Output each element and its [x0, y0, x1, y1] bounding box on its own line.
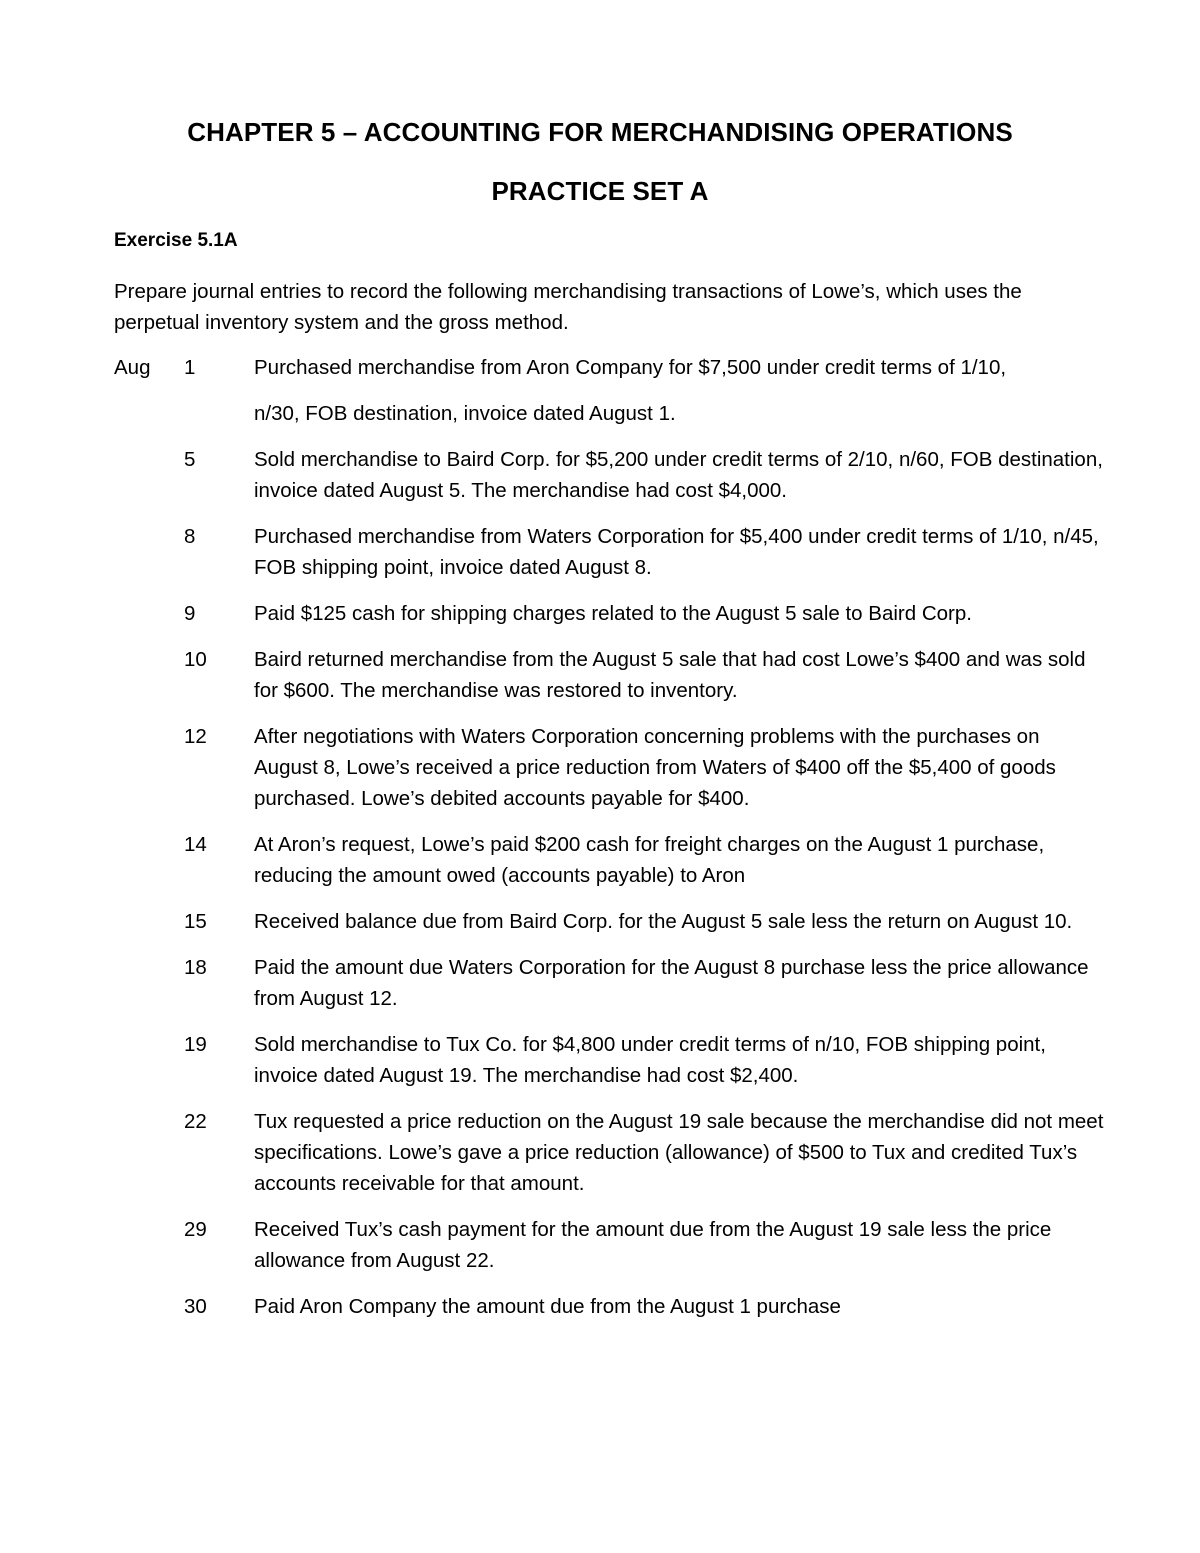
transaction-day: 19 — [184, 1033, 207, 1056]
transaction-description: Purchased merchandise from Waters Corporation for $5,400 under credit terms of 1/10, n/45, FOB shipping point, invoice dated August 8. — [254, 525, 1099, 579]
transaction-description: Received balance due from Baird Corp. for the August 5 sale less the return on August 10. — [254, 910, 1073, 933]
transaction-day: 1 — [184, 356, 196, 379]
transaction-item — [114, 1029, 1104, 1091]
transaction-item — [114, 598, 1104, 629]
transaction-description-line-1: Purchased merchandise from Aron Company for $7,500 under credit terms of 1/10, — [254, 356, 1007, 379]
transaction-description: Paid Aron Company the amount due from the August 1 purchase — [254, 1295, 841, 1318]
transaction-list — [114, 352, 1104, 1337]
transaction-description: Tux requested a price reduction on the August 19 sale because the merchandise did not meet specifications. Lowe’s gave a price reduction (allowance) of $500 to Tux and credited Tux’s accounts receivable for that amount. — [254, 1110, 1104, 1195]
transaction-description-line-2: n/30, FOB destination, invoice dated August 1. — [254, 402, 676, 425]
transaction-day: 29 — [184, 1218, 207, 1241]
transaction-description: Received Tux’s cash payment for the amount due from the August 19 sale less the price allowance from August 22. — [254, 1218, 1052, 1272]
transaction-description: After negotiations with Waters Corporation concerning problems with the purchases on August 8, Lowe’s received a price reduction from Waters of $400 off the $5,400 of goods purchased. Lowe’s debited accounts payable for $400. — [254, 725, 1056, 810]
transaction-month: Aug — [114, 356, 151, 379]
transaction-day: 8 — [184, 525, 196, 548]
transaction-day: 18 — [184, 956, 207, 979]
transaction-item — [114, 721, 1104, 814]
chapter-title: CHAPTER 5 – ACCOUNTING FOR MERCHANDISING OPERATIONS — [187, 117, 1013, 147]
transaction-day: 9 — [184, 602, 196, 625]
transaction-day: 15 — [184, 910, 207, 933]
transaction-description: At Aron’s request, Lowe’s paid $200 cash for freight charges on the August 1 purchase, reducing the amount owed (accounts payable) to Aron — [254, 833, 1045, 887]
transaction-description: Baird returned merchandise from the August 5 sale that had cost Lowe’s $400 and was sold for $600. The merchandise was restored to inventory. — [254, 648, 1086, 702]
transaction-description: Sold merchandise to Baird Corp. for $5,200 under credit terms of 2/10, n/60, FOB destination, invoice dated August 5. The merchandise had cost $4,000. — [254, 448, 1103, 502]
transaction-item — [114, 444, 1104, 506]
transaction-day: 22 — [184, 1110, 207, 1133]
transaction-description: Sold merchandise to Tux Co. for $4,800 under credit terms of n/10, FOB shipping point, invoice dated August 19. The merchandise had cost $2,400. — [254, 1033, 1046, 1087]
exercise-heading: Exercise 5.1A — [114, 230, 238, 251]
transaction-item — [114, 1214, 1104, 1276]
transaction-item — [114, 906, 1104, 937]
transaction-item — [114, 521, 1104, 583]
transaction-item — [114, 644, 1104, 706]
transaction-description — [254, 352, 1104, 429]
transaction-day: 5 — [184, 448, 196, 471]
transaction-item — [114, 352, 1104, 429]
transaction-item — [114, 1291, 1104, 1322]
exercise-instructions: Prepare journal entries to record the following merchandising transactions of Lowe’s, which uses the perpetual inventory system and the gross method. — [114, 280, 1022, 334]
transaction-description: Paid $125 cash for shipping charges related to the August 5 sale to Baird Corp. — [254, 602, 972, 625]
transaction-item — [114, 829, 1104, 891]
transaction-day: 10 — [184, 648, 207, 671]
transaction-description: Paid the amount due Waters Corporation for the August 8 purchase less the price allowance from August 12. — [254, 956, 1089, 1010]
transaction-item — [114, 1106, 1104, 1199]
transaction-day: 14 — [184, 833, 207, 856]
practice-set-title: PRACTICE SET A — [491, 176, 709, 206]
transaction-item — [114, 952, 1104, 1014]
transaction-day: 12 — [184, 725, 207, 748]
transaction-day: 30 — [184, 1295, 207, 1318]
